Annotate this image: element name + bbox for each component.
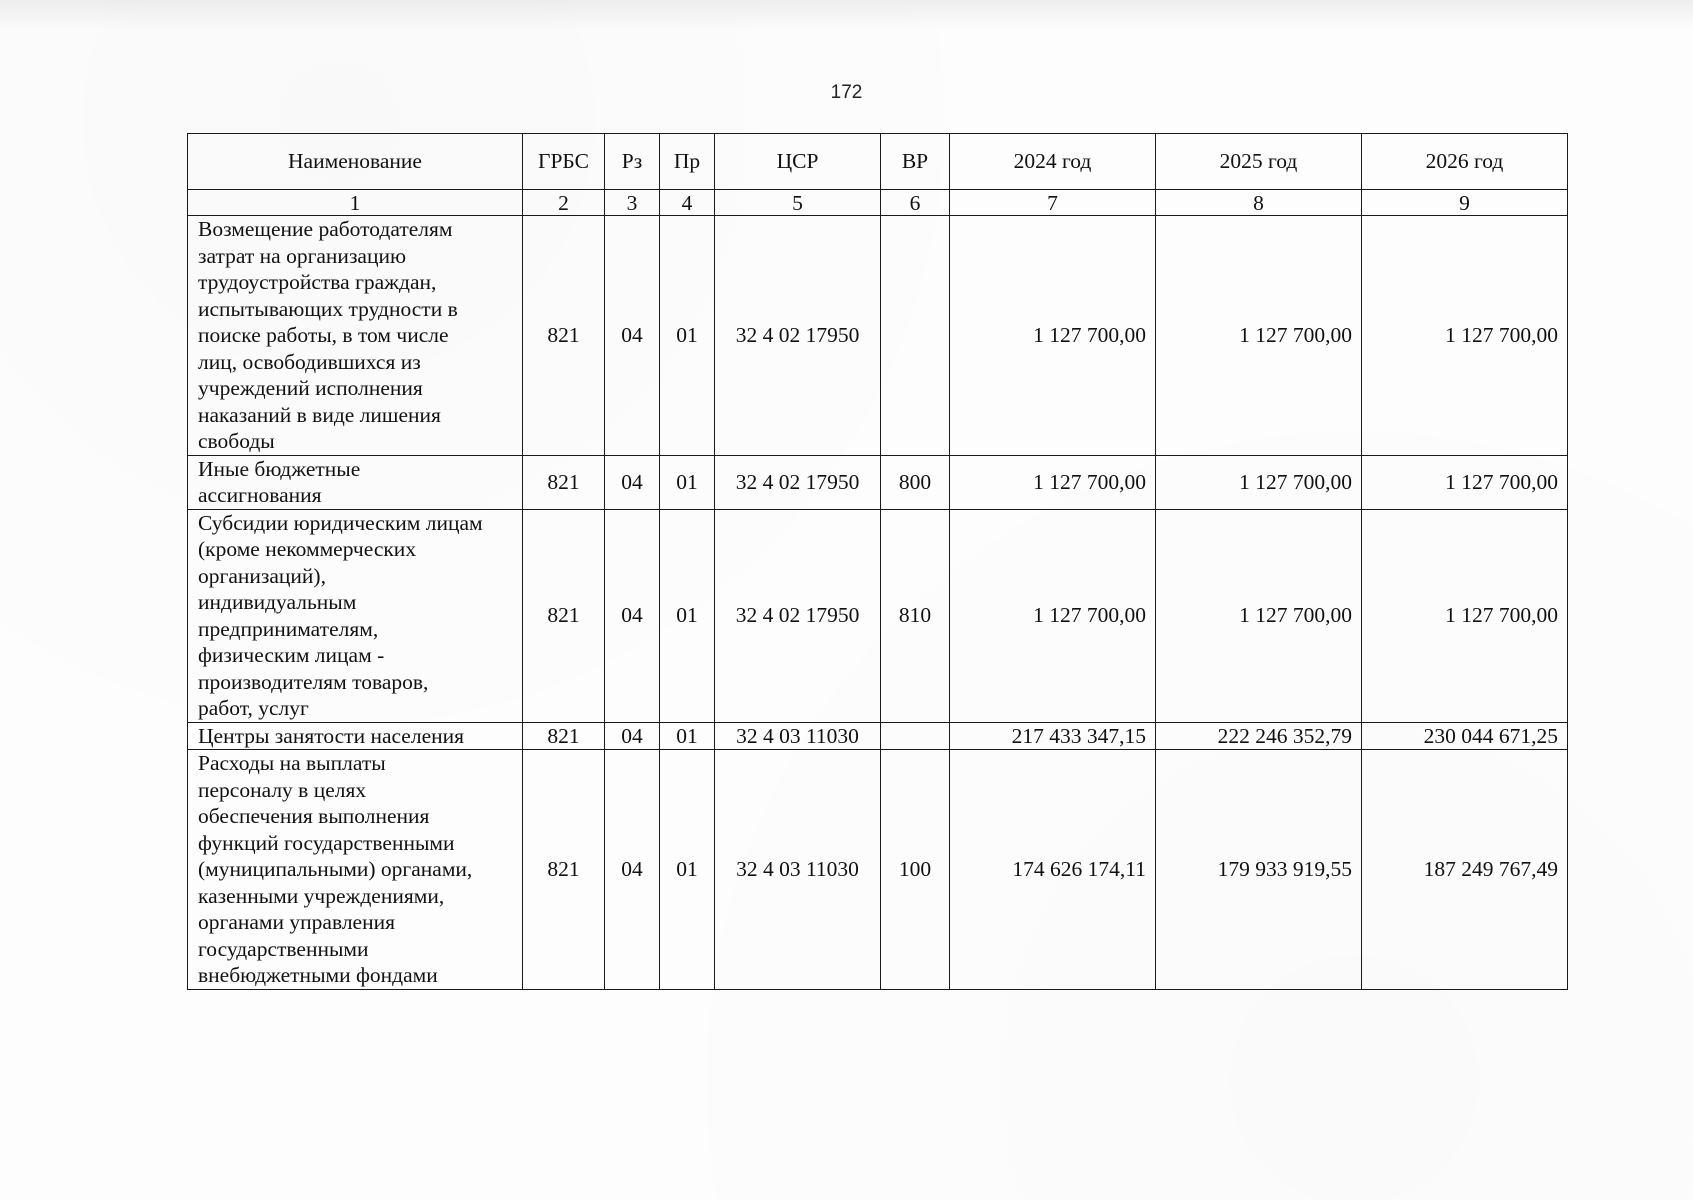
column-number: 4 <box>660 190 715 216</box>
cell-2024: 1 127 700,00 <box>950 509 1156 722</box>
cell-vr: 100 <box>881 750 950 990</box>
name-line: трудоустройства граждан, <box>198 270 437 294</box>
row-name <box>188 750 523 990</box>
table-row <box>188 750 1568 990</box>
header-pr: Пр <box>660 134 715 190</box>
cell-2026: 1 127 700,00 <box>1362 216 1568 456</box>
column-number: 7 <box>950 190 1156 216</box>
cell-csr: 32 4 03 11030 <box>715 750 881 990</box>
cell-csr: 32 4 02 17950 <box>715 509 881 722</box>
cell-csr: 32 4 03 11030 <box>715 722 881 750</box>
cell-2024: 174 626 174,11 <box>950 750 1156 990</box>
column-number: 2 <box>523 190 605 216</box>
name-line: Центры занятости населения <box>198 723 465 748</box>
name-line: внебюджетными фондами <box>198 963 438 987</box>
header-csr: ЦСР <box>715 134 881 190</box>
column-number: 5 <box>715 190 881 216</box>
header-vr: ВР <box>881 134 950 190</box>
cell-2026: 187 249 767,49 <box>1362 750 1568 990</box>
column-number: 8 <box>1156 190 1362 216</box>
name-line: физическим лицам - <box>198 643 385 667</box>
cell-csr: 32 4 02 17950 <box>715 216 881 456</box>
name-line: затрат на организацию <box>198 243 407 268</box>
name-line: наказаний в виде лишения <box>198 402 441 427</box>
table-row <box>188 216 1568 456</box>
cell-grbs: 821 <box>523 509 605 722</box>
name-line: персоналу в целях <box>198 777 367 802</box>
name-line: организаций), <box>198 563 326 588</box>
cell-grbs: 821 <box>523 750 605 990</box>
table-row <box>188 509 1568 722</box>
cell-2026: 1 127 700,00 <box>1362 509 1568 722</box>
cell-pr: 01 <box>660 722 715 750</box>
cell-rz: 04 <box>605 509 660 722</box>
row-name <box>188 722 523 750</box>
name-line: (муниципальными) органами, <box>198 857 473 881</box>
name-line: испытывающих трудности в <box>198 296 458 321</box>
cell-2025: 1 127 700,00 <box>1156 455 1362 509</box>
scan-edge-shadow <box>0 0 1693 30</box>
cell-rz: 04 <box>605 455 660 509</box>
cell-2024: 217 433 347,15 <box>950 722 1156 750</box>
name-line: государственными <box>198 936 369 961</box>
name-line: казенными учреждениями, <box>198 883 445 908</box>
name-line: органами управления <box>198 910 395 934</box>
header-2025: 2025 год <box>1156 134 1362 190</box>
column-number: 6 <box>881 190 950 216</box>
cell-grbs: 821 <box>523 216 605 456</box>
cell-2024: 1 127 700,00 <box>950 216 1156 456</box>
header-2024: 2024 год <box>950 134 1156 190</box>
name-line: лиц, освободившихся из <box>198 349 421 374</box>
name-line: Расходы на выплаты <box>198 751 386 775</box>
column-number-row <box>188 190 1568 216</box>
header-2026: 2026 год <box>1362 134 1568 190</box>
table-row <box>188 722 1568 750</box>
column-number: 1 <box>188 190 523 216</box>
name-line: поиске работы, в том числе <box>198 323 449 347</box>
cell-2026: 1 127 700,00 <box>1362 455 1568 509</box>
cell-vr: 800 <box>881 455 950 509</box>
name-line: обеспечения выполнения <box>198 804 430 828</box>
cell-vr <box>881 216 950 456</box>
name-line: свободы <box>198 429 275 453</box>
cell-pr: 01 <box>660 750 715 990</box>
column-number: 9 <box>1362 190 1568 216</box>
name-line: Возмещение работодателям <box>198 217 453 241</box>
cell-rz: 04 <box>605 750 660 990</box>
name-line: Субсидии юридическим лицам <box>198 510 483 535</box>
cell-vr: 810 <box>881 509 950 722</box>
name-line: индивидуальным <box>198 590 357 614</box>
cell-grbs: 821 <box>523 455 605 509</box>
cell-rz: 04 <box>605 722 660 750</box>
table-row <box>188 455 1568 509</box>
header-name: Наименование <box>188 134 523 190</box>
cell-2026: 230 044 671,25 <box>1362 722 1568 750</box>
cell-2025: 1 127 700,00 <box>1156 509 1362 722</box>
cell-pr: 01 <box>660 455 715 509</box>
cell-2025: 1 127 700,00 <box>1156 216 1362 456</box>
name-line: производителям товаров, <box>198 669 429 694</box>
cell-vr <box>881 722 950 750</box>
name-line: учреждений исполнения <box>198 376 423 400</box>
budget-table <box>187 133 1568 990</box>
name-line: предпринимателям, <box>198 616 379 641</box>
column-number: 3 <box>605 190 660 216</box>
cell-2024: 1 127 700,00 <box>950 455 1156 509</box>
cell-rz: 04 <box>605 216 660 456</box>
name-line: (кроме некоммерческих <box>198 537 417 561</box>
name-line: функций государственными <box>198 830 455 855</box>
header-grbs: ГРБС <box>523 134 605 190</box>
row-name <box>188 216 523 456</box>
cell-pr: 01 <box>660 216 715 456</box>
cell-2025: 222 246 352,79 <box>1156 722 1362 750</box>
name-line: Иные бюджетные <box>198 456 361 481</box>
cell-grbs: 821 <box>523 722 605 750</box>
name-line: работ, услуг <box>198 696 309 720</box>
cell-csr: 32 4 02 17950 <box>715 455 881 509</box>
cell-pr: 01 <box>660 509 715 722</box>
name-line: ассигнования <box>198 483 322 507</box>
table-header-row <box>188 134 1568 190</box>
cell-2025: 179 933 919,55 <box>1156 750 1362 990</box>
header-rz: Рз <box>605 134 660 190</box>
row-name <box>188 455 523 509</box>
row-name <box>188 509 523 722</box>
page-number: 172 <box>830 82 863 103</box>
